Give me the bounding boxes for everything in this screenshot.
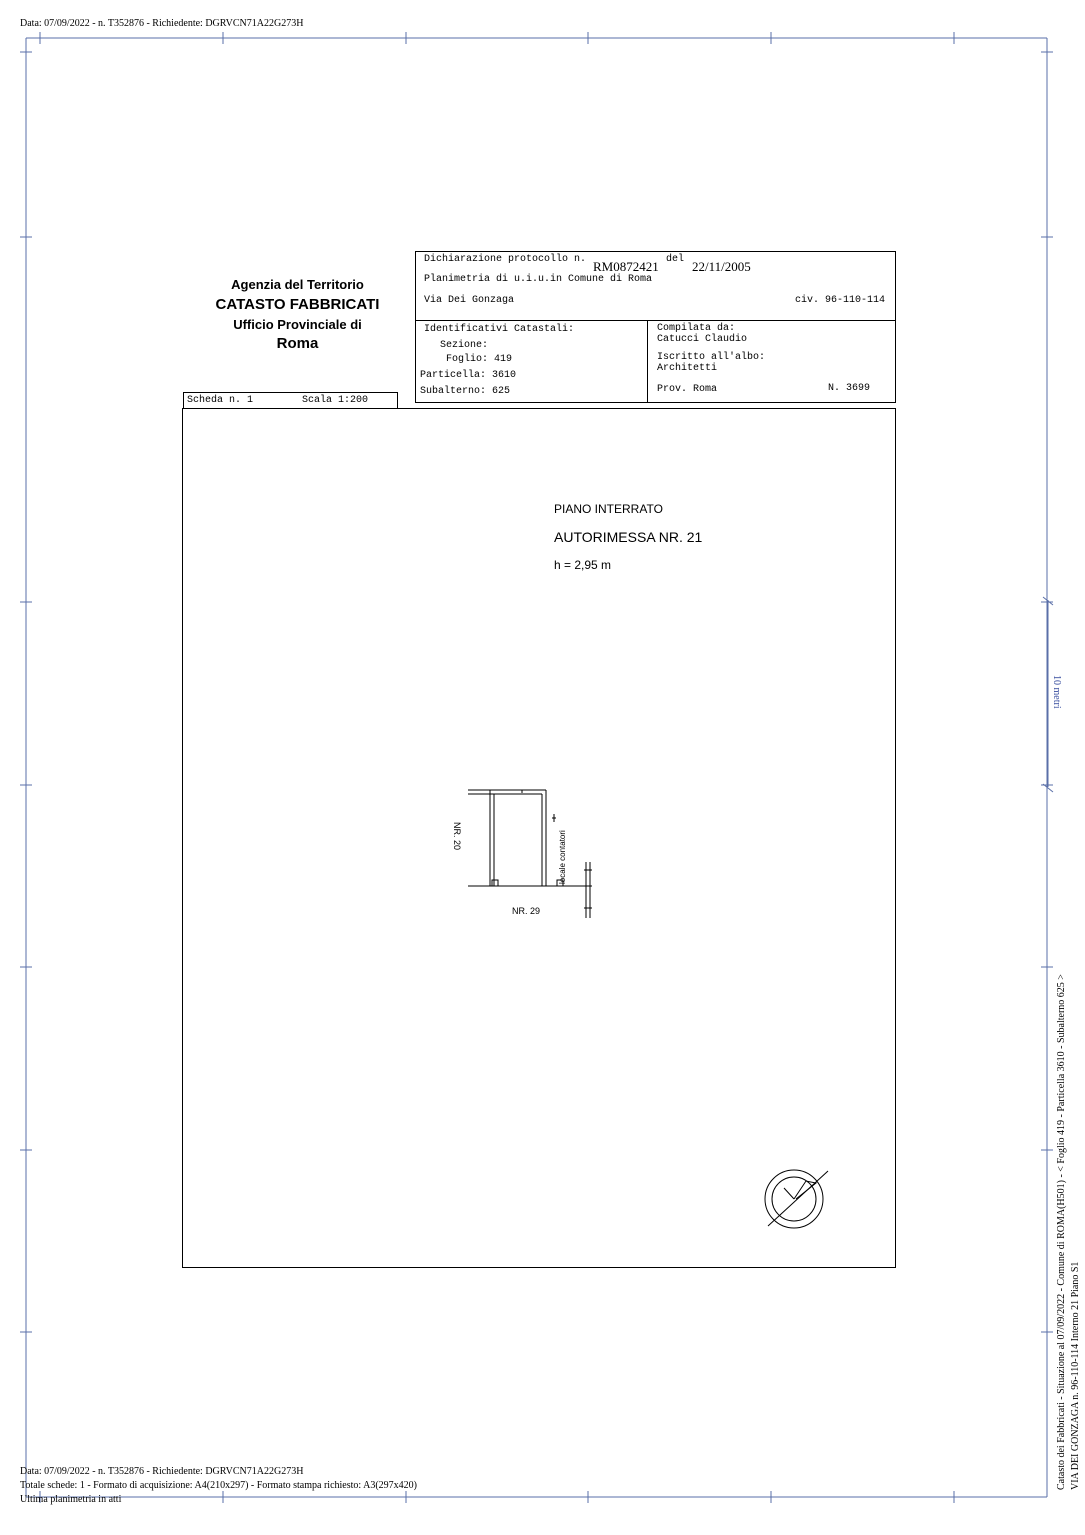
protocol-label: Dichiarazione protocollo n. (424, 254, 587, 265)
prov-label: Prov. Roma (657, 384, 718, 395)
footer-block (20, 1465, 417, 1507)
locale-contatori-label: locale contatori (558, 830, 567, 884)
scala-label: Scala 1:200 (302, 395, 369, 406)
identifiers-title: Identificativi Catastali: (424, 324, 575, 335)
side-text (1055, 974, 1083, 1490)
floor-plan-drawing (440, 780, 610, 930)
nr20-label: NR. 20 (452, 822, 462, 851)
footer-line3: Ultima planimetria in atti (20, 1494, 122, 1505)
scale-bar-label: 10 metri (1051, 675, 1062, 709)
footer-line1: Data: 07/09/2022 - n. T352876 - Richiedente: DGRVCN71A22G273H (20, 1466, 304, 1477)
scheda-box (183, 392, 398, 409)
catasto-title: CATASTO FABBRICATI (215, 296, 380, 313)
north-arrow-icon (760, 1168, 832, 1232)
del-label: del (666, 254, 685, 265)
office-label: Ufficio Provinciale di (233, 317, 362, 332)
civic-label: civ. 96-110-114 (794, 295, 885, 306)
nr29-label: NR. 29 (512, 906, 541, 916)
iscritto-label: Iscritto all'albo: (657, 352, 766, 363)
street-label: Via Dei Gonzaga (424, 295, 515, 306)
unit-title: AUTORIMESSA NR. 21 (554, 529, 703, 545)
declaration-box (415, 251, 896, 321)
compiler-box (647, 320, 896, 403)
albo-number: N. 3699 (828, 383, 871, 394)
side-text-line1: Catasto dei Fabbricati - Situazione al 07/09/2022 - Comune di ROMA(H501) - < Foglio 419 - Particella 3610 - Subalterno 625 > (1056, 974, 1067, 1490)
agency-block (180, 276, 415, 355)
header-line: Data: 07/09/2022 - n. T352876 - Richiedente: DGRVCN71A22G273H (20, 18, 304, 29)
foglio-label: Foglio: 419 (446, 354, 513, 365)
agency-name: Agenzia del Territorio (231, 277, 364, 292)
footer-line2: Totale schede: 1 - Formato di acquisizione: A4(210x297) - Formato stampa richiesto: A3(297x420) (20, 1480, 417, 1491)
iscritto-value: Architetti (657, 363, 718, 374)
subalterno-label: Subalterno: 625 (420, 386, 511, 397)
declaration-date: 22/11/2005 (692, 259, 751, 274)
height-label: h = 2,95 m (554, 558, 612, 572)
planimetria-label: Planimetria di u.i.u.in Comune di Roma (424, 274, 653, 285)
sezione-label: Sezione: (440, 340, 489, 351)
scheda-label: Scheda n. 1 (187, 395, 254, 406)
compilata-name: Catucci Claudio (657, 334, 748, 345)
compilata-label: Compilata da: (657, 323, 736, 334)
protocol-number: RM0872421 (593, 259, 659, 274)
office-city: Roma (276, 335, 319, 352)
floor-label: PIANO INTERRATO (554, 502, 663, 516)
side-text-line2: VIA DEI GONZAGA n. 96-110-114 Interno 21 Piano S1 (1070, 1261, 1081, 1490)
particella-label: Particella: 3610 (420, 370, 517, 381)
identifiers-box (415, 320, 648, 403)
